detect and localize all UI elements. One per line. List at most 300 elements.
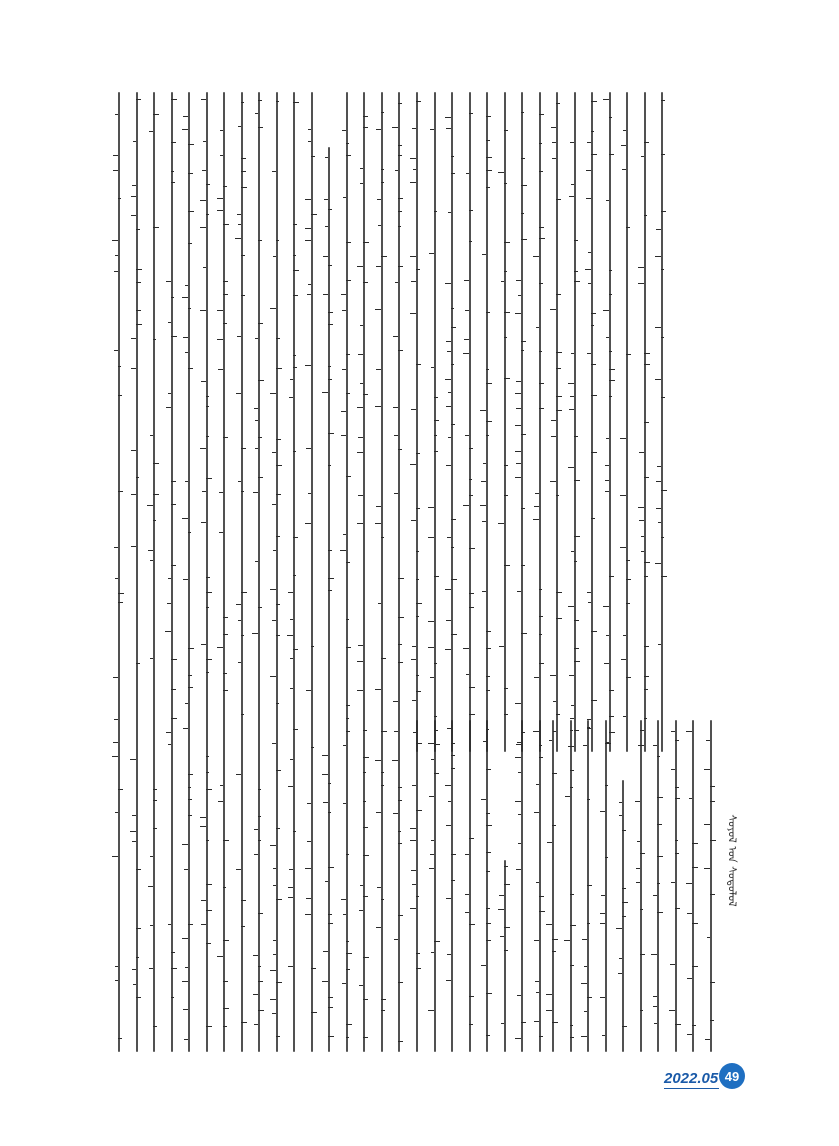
glyph-stroke	[241, 714, 244, 715]
glyph-stroke	[258, 981, 263, 982]
glyph-stroke	[223, 281, 228, 282]
glyph-stroke	[410, 464, 416, 465]
glyph-stroke	[358, 645, 363, 646]
glyph-stroke	[183, 1009, 188, 1010]
glyph-stroke	[521, 112, 524, 113]
glyph-stroke	[363, 242, 369, 243]
glyph-stroke	[217, 647, 223, 648]
glyph-stroke	[241, 448, 246, 449]
glyph-stroke	[201, 644, 206, 645]
glyph-stroke	[167, 603, 171, 604]
glyph-stroke	[183, 728, 188, 729]
glyph-stroke	[609, 716, 614, 717]
glyph-stroke	[568, 383, 574, 384]
glyph-stroke	[556, 103, 560, 104]
glyph-stroke	[381, 999, 386, 1000]
glyph-stroke	[206, 672, 209, 673]
glyph-stroke	[136, 310, 141, 311]
glyph-stroke	[270, 676, 276, 677]
glyph-stroke	[398, 843, 402, 844]
glyph-stroke	[466, 674, 469, 675]
glyph-stroke	[588, 252, 591, 253]
glyph-stroke	[206, 789, 212, 790]
glyph-stroke	[603, 606, 609, 607]
glyph-stroke	[305, 240, 311, 241]
glyph-stroke	[258, 380, 264, 381]
glyph-stroke	[223, 617, 228, 618]
glyph-stroke	[486, 435, 489, 436]
glyph-stroke	[551, 436, 556, 437]
glyph-stroke	[241, 295, 245, 296]
glyph-stroke	[346, 969, 350, 970]
glyph-stroke	[581, 1036, 587, 1037]
glyph-stroke	[516, 408, 521, 409]
glyph-stroke	[486, 908, 490, 909]
glyph-stroke	[447, 954, 451, 955]
glyph-stroke	[644, 576, 648, 577]
text-line	[153, 92, 155, 1052]
glyph-stroke	[411, 520, 416, 521]
glyph-stroke	[148, 550, 153, 551]
glyph-stroke	[276, 338, 280, 339]
glyph-stroke	[328, 550, 332, 551]
glyph-stroke	[183, 579, 188, 580]
glyph-stroke	[605, 857, 608, 858]
glyph-stroke	[451, 308, 454, 309]
glyph-stroke	[591, 101, 597, 102]
glyph-stroke	[521, 565, 525, 566]
glyph-stroke	[290, 379, 293, 380]
glyph-stroke	[445, 589, 451, 590]
glyph-stroke	[165, 631, 171, 632]
glyph-stroke	[254, 829, 258, 830]
glyph-stroke	[539, 1036, 543, 1037]
glyph-stroke	[515, 393, 521, 394]
glyph-stroke	[539, 143, 542, 144]
glyph-stroke	[641, 156, 644, 157]
glyph-stroke	[182, 981, 188, 982]
glyph-stroke	[434, 730, 438, 731]
glyph-stroke	[185, 481, 188, 482]
glyph-stroke	[521, 350, 524, 351]
glyph-stroke	[168, 578, 171, 579]
glyph-stroke	[609, 351, 612, 352]
glyph-stroke	[675, 840, 678, 841]
glyph-stroke	[549, 740, 552, 741]
glyph-stroke	[288, 897, 293, 898]
glyph-stroke	[273, 885, 276, 886]
glyph-stroke	[168, 924, 171, 925]
glyph-stroke	[482, 254, 486, 255]
glyph-stroke	[272, 1013, 276, 1014]
glyph-stroke	[692, 923, 698, 924]
glyph-stroke	[686, 883, 692, 884]
glyph-stroke	[671, 731, 675, 732]
glyph-stroke	[539, 227, 544, 228]
glyph-stroke	[539, 408, 544, 409]
glyph-stroke	[536, 882, 539, 883]
glyph-stroke	[448, 437, 451, 438]
glyph-stroke	[322, 981, 328, 982]
glyph-stroke	[609, 117, 612, 118]
glyph-stroke	[486, 923, 491, 924]
glyph-stroke	[486, 852, 491, 853]
glyph-stroke	[200, 310, 206, 311]
glyph-stroke	[704, 868, 710, 869]
glyph-stroke	[606, 635, 609, 636]
glyph-stroke	[469, 113, 473, 114]
glyph-stroke	[605, 785, 608, 786]
glyph-stroke	[392, 760, 398, 761]
glyph-stroke	[223, 840, 229, 841]
glyph-stroke	[273, 550, 276, 551]
glyph-stroke	[241, 635, 244, 636]
glyph-stroke	[451, 579, 457, 580]
glyph-stroke	[504, 130, 508, 131]
glyph-stroke	[686, 731, 692, 732]
glyph-stroke	[671, 769, 675, 770]
glyph-stroke	[411, 870, 416, 871]
text-line	[346, 92, 348, 1052]
glyph-stroke	[241, 255, 245, 256]
glyph-stroke	[118, 198, 121, 199]
glyph-stroke	[539, 171, 543, 172]
glyph-stroke	[469, 593, 474, 594]
glyph-stroke	[393, 701, 398, 702]
glyph-stroke	[131, 215, 136, 216]
glyph-stroke	[434, 420, 439, 421]
glyph-stroke	[451, 424, 455, 425]
glyph-stroke	[188, 211, 194, 212]
glyph-stroke	[504, 337, 507, 338]
glyph-stroke	[241, 102, 244, 103]
glyph-stroke	[171, 142, 176, 143]
glyph-stroke	[223, 1026, 227, 1027]
glyph-stroke	[689, 798, 692, 799]
glyph-stroke	[410, 828, 416, 829]
glyph-stroke	[447, 537, 451, 538]
glyph-stroke	[346, 476, 351, 477]
glyph-stroke	[710, 1020, 714, 1021]
glyph-stroke	[416, 579, 419, 580]
glyph-stroke	[395, 282, 398, 283]
glyph-stroke	[395, 170, 398, 171]
glyph-stroke	[133, 984, 136, 985]
glyph-stroke	[637, 841, 640, 842]
glyph-stroke	[308, 284, 311, 285]
glyph-stroke	[481, 799, 486, 800]
glyph-stroke	[376, 266, 381, 267]
glyph-stroke	[469, 548, 475, 549]
glyph-stroke	[398, 266, 403, 267]
glyph-stroke	[656, 508, 661, 509]
glyph-stroke	[166, 281, 171, 282]
glyph-stroke	[346, 731, 350, 732]
glyph-stroke	[644, 689, 648, 690]
glyph-stroke	[428, 743, 434, 744]
glyph-stroke	[434, 941, 440, 942]
glyph-stroke	[223, 1008, 229, 1009]
glyph-stroke	[376, 506, 381, 507]
glyph-stroke	[322, 392, 328, 393]
glyph-stroke	[203, 267, 206, 268]
glyph-stroke	[609, 270, 612, 271]
glyph-stroke	[346, 143, 349, 144]
glyph-stroke	[539, 589, 542, 590]
glyph-stroke	[570, 730, 573, 731]
glyph-stroke	[570, 894, 574, 895]
text-line	[276, 92, 278, 1052]
glyph-stroke	[258, 816, 261, 817]
glyph-stroke	[609, 576, 614, 577]
glyph-stroke	[429, 253, 434, 254]
glyph-stroke	[115, 812, 118, 813]
glyph-stroke	[451, 743, 455, 744]
glyph-stroke	[434, 576, 439, 577]
glyph-stroke	[571, 353, 574, 354]
glyph-stroke	[311, 1012, 317, 1013]
glyph-stroke	[515, 801, 521, 802]
glyph-stroke	[574, 240, 578, 241]
glyph-stroke	[605, 465, 609, 466]
glyph-stroke	[360, 183, 363, 184]
glyph-stroke	[448, 392, 451, 393]
glyph-stroke	[131, 494, 136, 495]
glyph-stroke	[518, 843, 521, 844]
glyph-stroke	[521, 341, 526, 342]
glyph-stroke	[276, 439, 281, 440]
glyph-stroke	[574, 648, 579, 649]
glyph-stroke	[153, 520, 156, 521]
glyph-stroke	[570, 142, 574, 143]
glyph-stroke	[375, 760, 381, 761]
glyph-stroke	[206, 943, 211, 944]
glyph-stroke	[606, 200, 609, 201]
glyph-stroke	[307, 294, 311, 295]
glyph-stroke	[311, 747, 314, 748]
glyph-stroke	[223, 323, 227, 324]
glyph-stroke	[603, 99, 609, 100]
glyph-stroke	[237, 336, 241, 337]
glyph-stroke	[115, 255, 118, 256]
text-line	[521, 92, 523, 752]
glyph-stroke	[626, 560, 630, 561]
glyph-stroke	[118, 366, 121, 367]
glyph-stroke	[546, 1010, 552, 1011]
glyph-stroke	[206, 592, 212, 593]
glyph-stroke	[153, 789, 157, 790]
glyph-stroke	[223, 940, 229, 941]
glyph-stroke	[118, 593, 124, 594]
glyph-stroke	[521, 213, 524, 214]
glyph-stroke	[223, 634, 228, 635]
glyph-stroke	[201, 900, 206, 901]
glyph-stroke	[206, 1026, 212, 1027]
text-line	[574, 92, 576, 752]
glyph-stroke	[675, 908, 680, 909]
glyph-stroke	[653, 996, 657, 997]
glyph-stroke	[539, 238, 545, 239]
glyph-stroke	[486, 690, 490, 691]
glyph-stroke	[445, 785, 451, 786]
glyph-stroke	[273, 940, 276, 941]
glyph-stroke	[428, 1010, 434, 1011]
glyph-stroke	[255, 448, 258, 449]
glyph-stroke	[434, 211, 437, 212]
glyph-stroke	[571, 551, 574, 552]
glyph-stroke	[375, 523, 381, 524]
glyph-stroke	[147, 505, 153, 506]
text-line	[206, 92, 208, 1052]
glyph-stroke	[606, 337, 609, 338]
glyph-stroke	[515, 313, 521, 314]
glyph-stroke	[188, 815, 192, 816]
glyph-stroke	[357, 690, 363, 691]
glyph-stroke	[363, 896, 368, 897]
text-line	[311, 92, 313, 1052]
glyph-stroke	[618, 973, 622, 974]
glyph-stroke	[381, 537, 384, 538]
glyph-stroke	[609, 396, 612, 397]
glyph-stroke	[398, 198, 403, 199]
footer-rule	[664, 1088, 719, 1089]
glyph-stroke	[431, 952, 434, 953]
glyph-stroke	[311, 968, 316, 969]
glyph-stroke	[375, 309, 381, 310]
glyph-stroke	[293, 355, 296, 356]
glyph-stroke	[600, 923, 605, 924]
glyph-stroke	[290, 658, 293, 659]
glyph-stroke	[616, 928, 622, 929]
glyph-stroke	[131, 196, 136, 197]
glyph-stroke	[258, 127, 263, 128]
glyph-stroke	[451, 880, 455, 881]
glyph-stroke	[238, 662, 241, 663]
glyph-stroke	[254, 1024, 258, 1025]
glyph-stroke	[136, 282, 141, 283]
glyph-stroke	[481, 481, 486, 482]
text-line	[521, 720, 523, 1052]
glyph-stroke	[641, 551, 644, 552]
glyph-stroke	[398, 103, 402, 104]
glyph-stroke	[112, 856, 118, 857]
glyph-stroke	[258, 966, 261, 967]
glyph-stroke	[644, 422, 649, 423]
glyph-stroke	[258, 323, 263, 324]
glyph-stroke	[153, 227, 159, 228]
glyph-stroke	[206, 772, 209, 773]
section-title-text: ᠰᠣᠶᠣᠯ ᠤᠨ ᠰᠣᠳᠤᠯᠤᠯ	[725, 813, 739, 907]
text-line	[609, 92, 611, 752]
glyph-stroke	[293, 575, 296, 576]
glyph-stroke	[307, 841, 311, 842]
glyph-stroke	[346, 1024, 352, 1025]
glyph-stroke	[357, 407, 363, 408]
glyph-stroke	[521, 1022, 526, 1023]
glyph-stroke	[644, 718, 647, 719]
glyph-stroke	[363, 999, 368, 1000]
glyph-stroke	[539, 757, 543, 758]
glyph-stroke	[308, 129, 311, 130]
glyph-stroke	[188, 532, 191, 533]
glyph-stroke	[412, 700, 416, 701]
glyph-stroke	[428, 621, 434, 622]
glyph-stroke	[661, 154, 665, 155]
glyph-stroke	[601, 895, 605, 896]
glyph-stroke	[675, 853, 679, 854]
glyph-stroke	[486, 170, 492, 171]
glyph-stroke	[182, 844, 188, 845]
glyph-stroke	[623, 130, 626, 131]
glyph-stroke	[704, 769, 710, 770]
glyph-stroke	[539, 283, 543, 284]
text-line	[434, 92, 436, 752]
glyph-stroke	[273, 868, 276, 869]
glyph-stroke	[328, 867, 334, 868]
glyph-stroke	[570, 925, 576, 926]
text-line	[556, 92, 558, 752]
glyph-stroke	[431, 759, 434, 760]
glyph-stroke	[653, 895, 657, 896]
glyph-stroke	[398, 982, 403, 983]
glyph-stroke	[465, 435, 469, 436]
glyph-stroke	[451, 547, 454, 548]
glyph-stroke	[521, 633, 527, 634]
glyph-stroke	[521, 434, 526, 435]
glyph-stroke	[411, 409, 416, 410]
glyph-stroke	[469, 1024, 473, 1025]
glyph-stroke	[539, 114, 544, 115]
glyph-stroke	[171, 297, 174, 298]
glyph-stroke	[188, 648, 194, 649]
glyph-stroke	[428, 647, 434, 648]
glyph-stroke	[416, 675, 419, 676]
glyph-stroke	[481, 965, 486, 966]
glyph-stroke	[131, 450, 136, 451]
text-line	[552, 720, 554, 1052]
glyph-stroke	[431, 840, 434, 841]
glyph-stroke	[515, 1038, 521, 1039]
glyph-stroke	[640, 909, 643, 910]
glyph-stroke	[412, 785, 416, 786]
glyph-stroke	[217, 198, 223, 199]
glyph-stroke	[276, 536, 280, 537]
glyph-stroke	[587, 799, 590, 800]
glyph-stroke	[504, 714, 508, 715]
page-number-badge: 49	[719, 1063, 745, 1089]
glyph-stroke	[276, 982, 282, 983]
glyph-stroke	[661, 100, 665, 101]
glyph-stroke	[465, 310, 469, 311]
glyph-stroke	[687, 1034, 692, 1035]
glyph-stroke	[341, 294, 346, 295]
glyph-stroke	[416, 453, 420, 454]
glyph-stroke	[605, 491, 609, 492]
glyph-stroke	[486, 187, 490, 188]
glyph-stroke	[136, 324, 142, 325]
glyph-stroke	[451, 768, 455, 769]
glyph-stroke	[201, 381, 206, 382]
glyph-stroke	[305, 365, 311, 366]
glyph-stroke	[655, 327, 661, 328]
glyph-stroke	[656, 229, 661, 230]
glyph-stroke	[657, 824, 662, 825]
glyph-stroke	[153, 463, 159, 464]
glyph-stroke	[288, 887, 293, 888]
glyph-stroke	[357, 661, 363, 662]
glyph-stroke	[556, 618, 562, 619]
glyph-stroke	[661, 397, 665, 398]
